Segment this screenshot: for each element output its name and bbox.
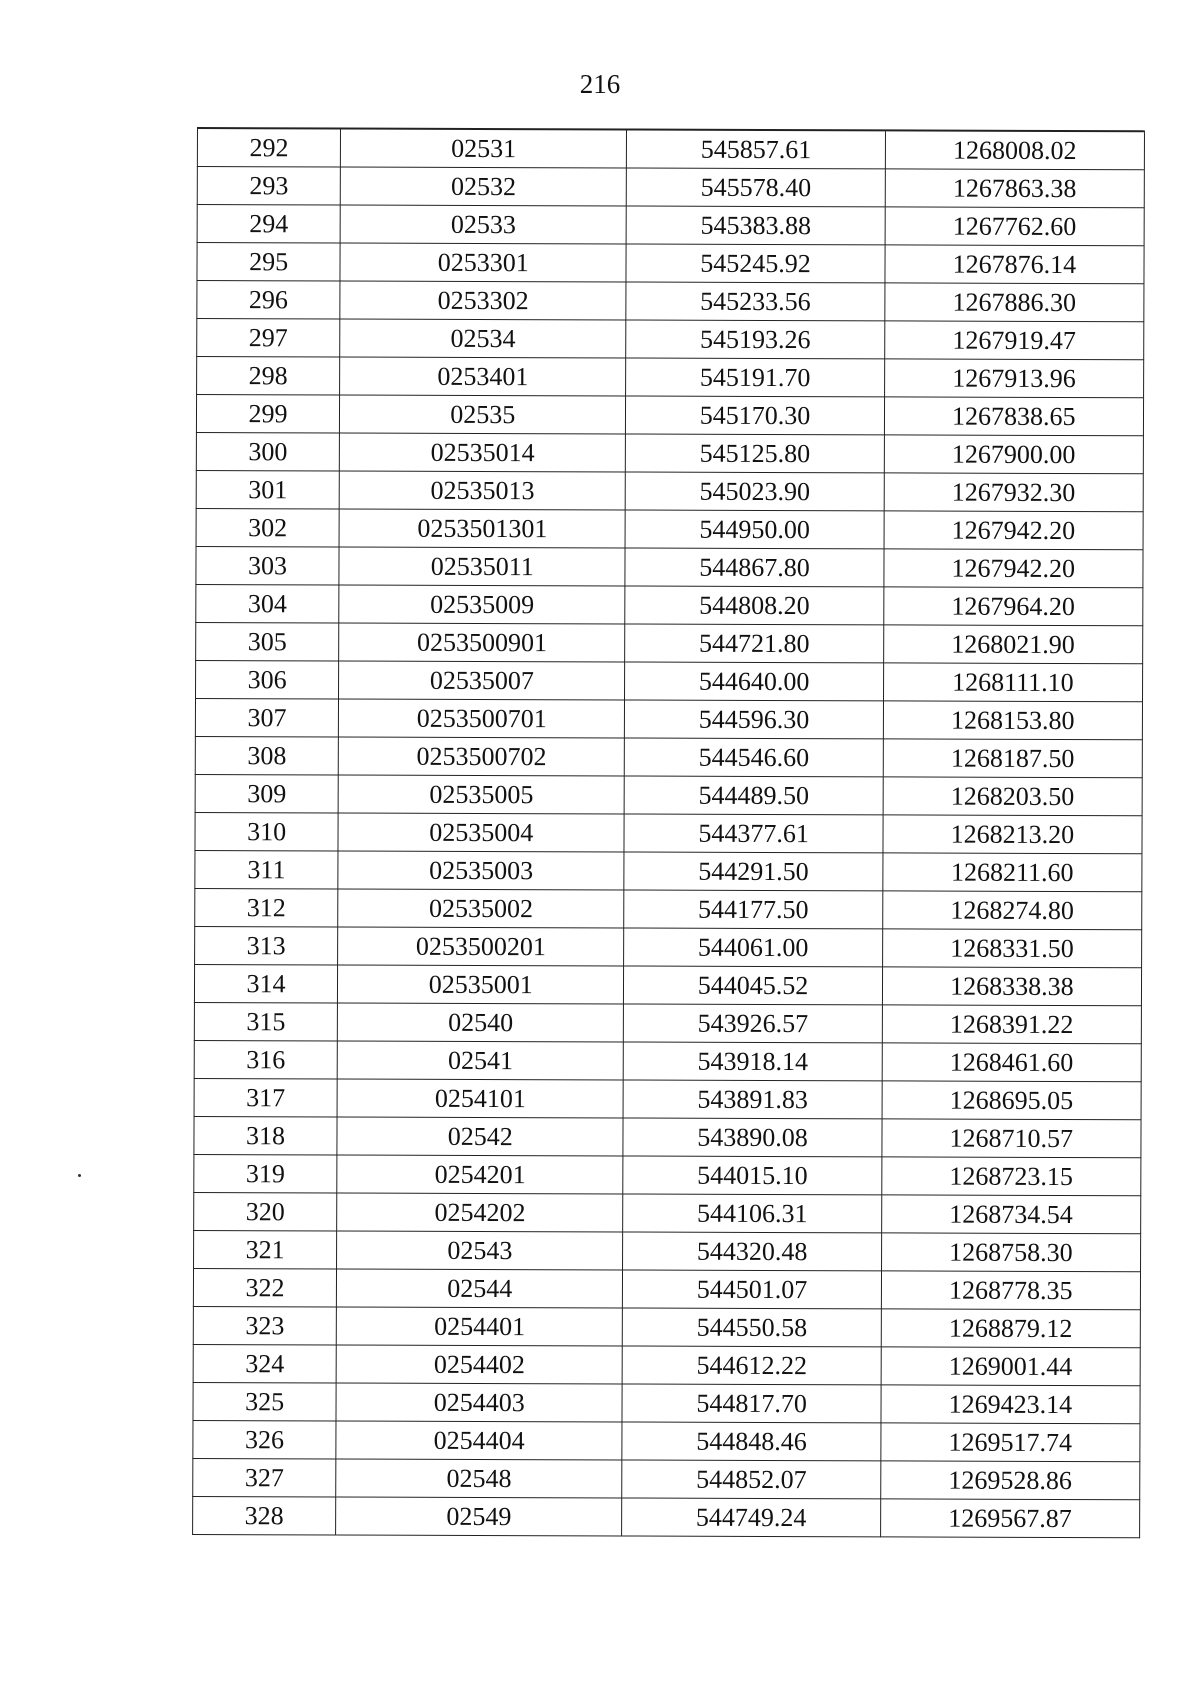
x-coordinate-cell: 545023.90: [626, 472, 884, 511]
x-coordinate-cell: 544596.30: [625, 700, 883, 739]
table-row: [193, 1268, 1140, 1309]
y-coordinate-cell: 1268187.50: [883, 739, 1142, 778]
point-code-cell: 02535011: [339, 547, 625, 586]
row-number-cell: 325: [193, 1382, 336, 1420]
y-coordinate-cell: 1268391.22: [882, 1005, 1141, 1044]
x-coordinate-cell: 545233.56: [626, 282, 884, 321]
x-coordinate-cell: 544640.00: [625, 662, 883, 701]
row-number-cell: 310: [195, 812, 338, 850]
point-code-cell: 0254402: [336, 1345, 622, 1384]
y-coordinate-cell: 1267913.96: [884, 359, 1143, 398]
point-code-cell: 0254404: [336, 1421, 622, 1460]
row-number-cell: 299: [196, 395, 339, 433]
x-coordinate-cell: 543891.83: [623, 1080, 881, 1119]
point-code-cell: 02544: [337, 1269, 623, 1308]
point-code-cell: 0253302: [340, 281, 626, 320]
row-number-cell: 311: [195, 850, 338, 888]
x-coordinate-cell: 545191.70: [626, 358, 884, 397]
y-coordinate-cell: 1268778.35: [881, 1271, 1140, 1310]
x-coordinate-cell: 545193.26: [626, 320, 884, 359]
y-coordinate-cell: 1267863.38: [885, 169, 1144, 208]
row-number-cell: 300: [196, 432, 339, 470]
y-coordinate-cell: 1268879.12: [881, 1309, 1140, 1348]
row-number-cell: 294: [197, 205, 340, 243]
point-code-cell: 02535002: [338, 889, 624, 928]
x-coordinate-cell: 544612.22: [623, 1346, 881, 1385]
point-code-cell: 0254202: [337, 1193, 623, 1232]
row-number-cell: 293: [197, 167, 340, 205]
x-coordinate-cell: 544320.48: [623, 1232, 881, 1271]
x-coordinate-cell: 545170.30: [626, 396, 884, 435]
y-coordinate-cell: 1269567.87: [880, 1499, 1139, 1538]
y-coordinate-cell: 1268338.38: [882, 967, 1141, 1006]
point-code-cell: 0253500701: [339, 699, 625, 738]
table-row: [196, 546, 1143, 587]
x-coordinate-cell: 545578.40: [627, 168, 885, 207]
scan-speck: [78, 1174, 81, 1177]
row-number-cell: 295: [197, 243, 340, 281]
y-coordinate-cell: 1267886.30: [885, 283, 1144, 322]
point-code-cell: 02535014: [339, 433, 625, 472]
row-number-cell: 327: [193, 1458, 336, 1496]
row-number-cell: 322: [193, 1268, 336, 1306]
table-row: [197, 128, 1144, 170]
point-code-cell: 02534: [340, 319, 626, 358]
row-number-cell: 304: [196, 584, 339, 622]
table-row: [195, 698, 1142, 739]
y-coordinate-cell: 1268331.50: [882, 929, 1141, 968]
y-coordinate-cell: 1269517.74: [881, 1423, 1140, 1462]
table-row: [196, 584, 1143, 625]
table-row: [195, 736, 1142, 777]
x-coordinate-cell: 544377.61: [624, 814, 882, 853]
x-coordinate-cell: 544106.31: [623, 1194, 881, 1233]
x-coordinate-cell: 543926.57: [624, 1004, 882, 1043]
point-code-cell: 02541: [337, 1041, 623, 1080]
row-number-cell: 296: [197, 281, 340, 319]
point-code-cell: 02540: [337, 1003, 623, 1042]
table-row: [195, 888, 1142, 929]
x-coordinate-cell: 544546.60: [625, 738, 883, 777]
y-coordinate-cell: 1269001.44: [881, 1347, 1140, 1386]
y-coordinate-cell: 1267932.30: [884, 473, 1143, 512]
point-code-cell: 0253401: [340, 357, 626, 396]
table-row: [193, 1496, 1140, 1537]
y-coordinate-cell: 1268021.90: [883, 625, 1142, 664]
x-coordinate-cell: 544848.46: [622, 1422, 880, 1461]
point-code-cell: 0253301: [340, 243, 626, 282]
y-coordinate-cell: 1268211.60: [883, 853, 1142, 892]
y-coordinate-cell: 1267942.20: [884, 511, 1143, 550]
table-row: [196, 395, 1143, 436]
coordinate-table-body: [193, 128, 1145, 1538]
row-number-cell: 318: [194, 1116, 337, 1154]
row-number-cell: 302: [196, 508, 339, 546]
row-number-cell: 306: [196, 660, 339, 698]
point-code-cell: 02548: [336, 1459, 622, 1498]
point-code-cell: 02543: [337, 1231, 623, 1270]
point-code-cell: 0253500901: [339, 623, 625, 662]
table-row: [193, 1382, 1140, 1423]
point-code-cell: 02549: [336, 1497, 622, 1536]
row-number-cell: 313: [195, 926, 338, 964]
row-number-cell: 301: [196, 470, 339, 508]
y-coordinate-cell: 1267838.65: [884, 397, 1143, 436]
y-coordinate-cell: 1268723.15: [881, 1157, 1140, 1196]
x-coordinate-cell: 543890.08: [623, 1118, 881, 1157]
point-code-cell: 02535009: [339, 585, 625, 624]
table-row: [194, 1192, 1141, 1233]
x-coordinate-cell: 545125.80: [626, 434, 884, 473]
point-code-cell: 02532: [340, 167, 626, 206]
row-number-cell: 292: [197, 128, 340, 167]
y-coordinate-cell: 1267876.14: [885, 245, 1144, 284]
table-row: [197, 319, 1144, 360]
row-number-cell: 317: [194, 1078, 337, 1116]
x-coordinate-cell: 544550.58: [623, 1308, 881, 1347]
y-coordinate-cell: 1268758.30: [881, 1233, 1140, 1272]
x-coordinate-cell: 545245.92: [626, 244, 884, 283]
table-row: [197, 243, 1144, 284]
table-row: [195, 926, 1142, 967]
table-row: [194, 964, 1141, 1005]
point-code-cell: 02531: [341, 129, 627, 168]
x-coordinate-cell: 544817.70: [622, 1384, 880, 1423]
x-coordinate-cell: 545383.88: [627, 206, 885, 245]
x-coordinate-cell: 544852.07: [622, 1460, 880, 1499]
y-coordinate-cell: 1268111.10: [883, 663, 1142, 702]
y-coordinate-cell: 1268274.80: [882, 891, 1141, 930]
point-code-cell: 0253501301: [339, 509, 625, 548]
point-code-cell: 02533: [340, 205, 626, 244]
y-coordinate-cell: 1268734.54: [881, 1195, 1140, 1234]
table-row: [196, 470, 1143, 511]
x-coordinate-cell: 544867.80: [625, 548, 883, 587]
y-coordinate-cell: 1267919.47: [884, 321, 1143, 360]
row-number-cell: 319: [194, 1154, 337, 1192]
y-coordinate-cell: 1268695.05: [882, 1081, 1141, 1120]
table-row: [195, 850, 1142, 891]
table-row: [196, 660, 1143, 701]
x-coordinate-cell: 544808.20: [625, 586, 883, 625]
y-coordinate-cell: 1267942.20: [884, 549, 1143, 588]
point-code-cell: 02535005: [338, 775, 624, 814]
table-row: [193, 1306, 1140, 1347]
row-number-cell: 314: [194, 964, 337, 1002]
x-coordinate-cell: 544950.00: [625, 510, 883, 549]
row-number-cell: 308: [195, 736, 338, 774]
point-code-cell: 0254101: [337, 1079, 623, 1118]
x-coordinate-cell: 544501.07: [623, 1270, 881, 1309]
x-coordinate-cell: 544177.50: [624, 890, 882, 929]
point-code-cell: 02535: [340, 395, 626, 434]
point-code-cell: 0254401: [336, 1307, 622, 1346]
y-coordinate-cell: 1267900.00: [884, 435, 1143, 474]
table-row: [194, 1078, 1141, 1119]
table-row: [193, 1420, 1140, 1461]
x-coordinate-cell: 544045.52: [624, 966, 882, 1005]
y-coordinate-cell: 1268008.02: [885, 130, 1144, 169]
row-number-cell: 297: [197, 319, 340, 357]
table-row: [194, 1002, 1141, 1043]
y-coordinate-cell: 1268153.80: [883, 701, 1142, 740]
x-coordinate-cell: 544061.00: [624, 928, 882, 967]
y-coordinate-cell: 1267964.20: [883, 587, 1142, 626]
table-row: [195, 774, 1142, 815]
y-coordinate-cell: 1269423.14: [881, 1385, 1140, 1424]
x-coordinate-cell: 544015.10: [623, 1156, 881, 1195]
table-row: [193, 1344, 1140, 1385]
row-number-cell: 315: [194, 1002, 337, 1040]
x-coordinate-cell: 543918.14: [624, 1042, 882, 1081]
x-coordinate-cell: 545857.61: [627, 130, 885, 169]
x-coordinate-cell: 544721.80: [625, 624, 883, 663]
y-coordinate-cell: 1267762.60: [885, 207, 1144, 246]
table-row: [196, 622, 1143, 663]
table-row: [194, 1040, 1141, 1081]
point-code-cell: 02535013: [339, 471, 625, 510]
point-code-cell: 0253500702: [338, 737, 624, 776]
table-row: [196, 508, 1143, 549]
row-number-cell: 328: [193, 1496, 336, 1534]
x-coordinate-cell: 544489.50: [625, 776, 883, 815]
row-number-cell: 323: [193, 1306, 336, 1344]
x-coordinate-cell: 544291.50: [624, 852, 882, 891]
table-row: [197, 357, 1144, 398]
point-code-cell: 0254403: [336, 1383, 622, 1422]
y-coordinate-cell: 1268461.60: [882, 1043, 1141, 1082]
row-number-cell: 305: [196, 622, 339, 660]
point-code-cell: 02542: [337, 1117, 623, 1156]
row-number-cell: 312: [195, 888, 338, 926]
point-code-cell: 0254201: [337, 1155, 623, 1194]
row-number-cell: 298: [197, 357, 340, 395]
point-code-cell: 02535001: [338, 965, 624, 1004]
row-number-cell: 321: [194, 1230, 337, 1268]
row-number-cell: 326: [193, 1420, 336, 1458]
y-coordinate-cell: 1268203.50: [883, 777, 1142, 816]
table-row: [197, 205, 1144, 246]
point-code-cell: 02535003: [338, 851, 624, 890]
y-coordinate-cell: 1269528.86: [880, 1461, 1139, 1500]
x-coordinate-cell: 544749.24: [622, 1498, 880, 1537]
table-row: [197, 167, 1144, 208]
row-number-cell: 303: [196, 546, 339, 584]
point-code-cell: 0253500201: [338, 927, 624, 966]
row-number-cell: 324: [193, 1344, 336, 1382]
table-row: [194, 1116, 1141, 1157]
table-row: [196, 432, 1143, 473]
point-code-cell: 02535007: [339, 661, 625, 700]
table-row: [194, 1230, 1141, 1271]
row-number-cell: 320: [194, 1192, 337, 1230]
page-number: 216: [579, 69, 621, 99]
row-number-cell: 316: [194, 1040, 337, 1078]
table-row: [193, 1458, 1140, 1499]
coordinate-table: [192, 127, 1145, 1538]
row-number-cell: 309: [195, 774, 338, 812]
row-number-cell: 307: [195, 698, 338, 736]
table-row: [195, 812, 1142, 853]
y-coordinate-cell: 1268710.57: [882, 1119, 1141, 1158]
table-row: [197, 281, 1144, 322]
table-row: [194, 1154, 1141, 1195]
y-coordinate-cell: 1268213.20: [883, 815, 1142, 854]
point-code-cell: 02535004: [338, 813, 624, 852]
